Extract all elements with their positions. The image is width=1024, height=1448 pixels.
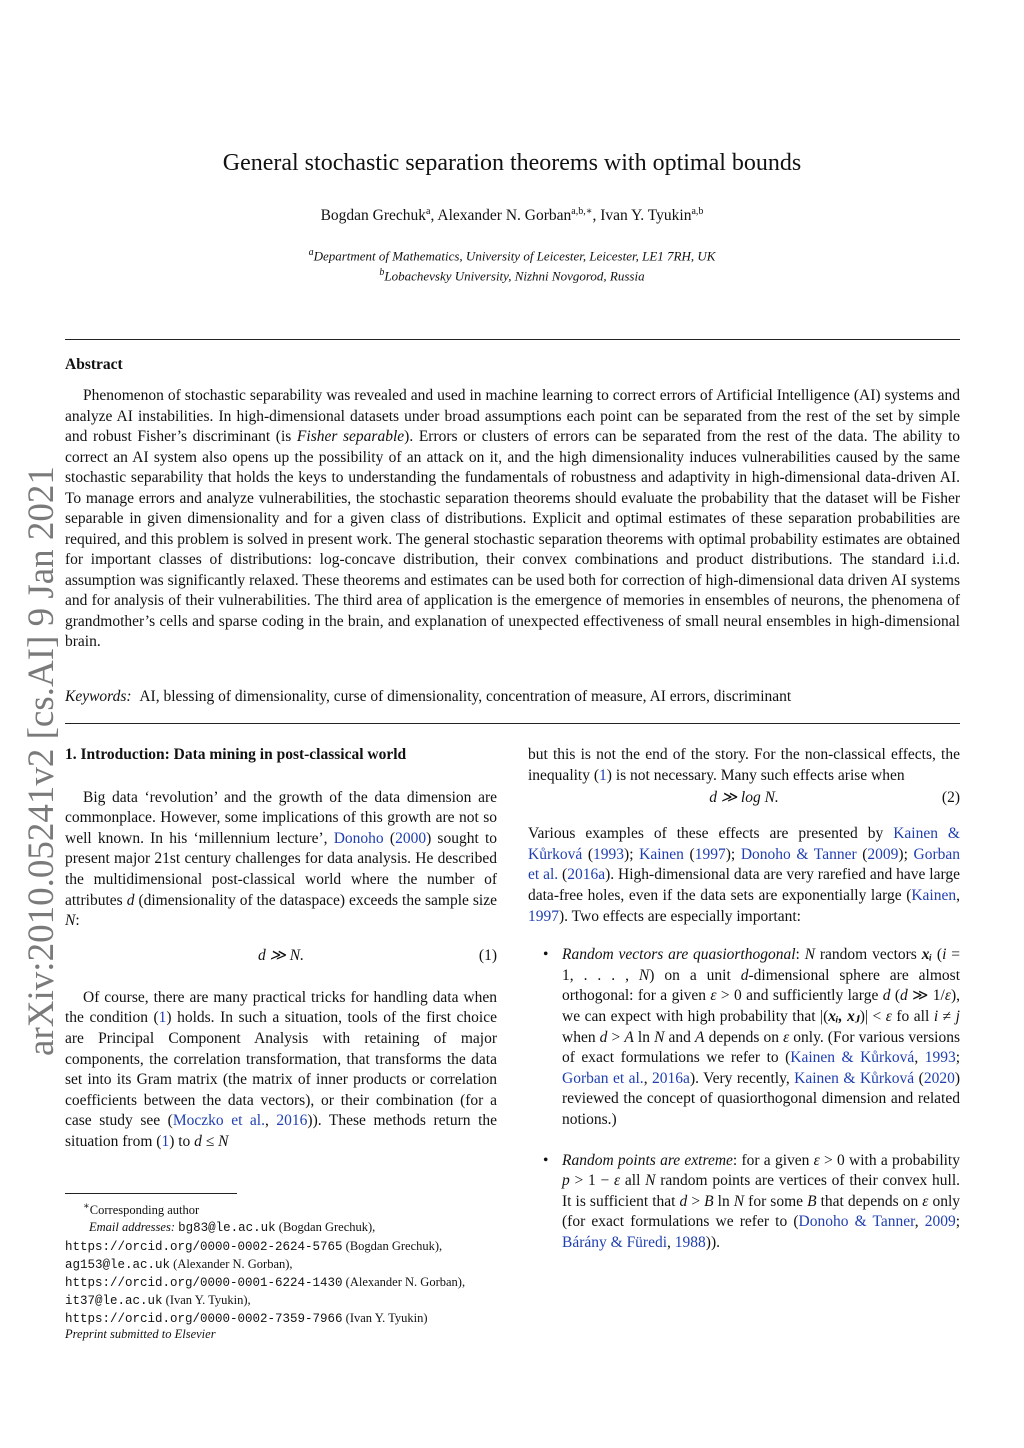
author-affil-mark: a xyxy=(426,206,431,217)
abstract-heading: Abstract xyxy=(65,356,123,373)
preprint-note: Preprint submitted to Elsevier xyxy=(65,1327,216,1341)
footnote-line: https://orcid.org/0000-0002-7359-7966 (Ivan Y. Tyukin) xyxy=(65,1311,428,1327)
citation-link[interactable]: 1993 xyxy=(593,845,625,863)
citation-link[interactable]: 1988 xyxy=(674,1233,706,1251)
keywords-label: Keywords: xyxy=(65,688,132,705)
equation-ref-link[interactable]: 1 xyxy=(599,766,607,784)
author-affil-mark: a,b xyxy=(691,206,704,217)
footnotes xyxy=(65,1198,505,1329)
paragraph: Big data ‘revolution’ and the growth of the data dimension are commonplace. However, some implications of this growth are not so well known. In his ‘millennium lecture’, Donoho (2000) sought to present major 21st century challenges for data analysis. He described the multidimensional post-classical world where the number of attributes d (dimensionality of the dataspace) exceeds the sample size N: xyxy=(65,788,498,930)
section-heading: 1. Introduction: Data mining in post-classical world xyxy=(65,746,407,763)
paragraph: but this is not the end of the story. For the non-classical effects, the inequality (1) is not necessary. Many such effects arise when xyxy=(528,746,960,784)
citation-link[interactable]: 1997 xyxy=(528,907,559,925)
footnote-email: Email addresses: bg83@le.ac.uk (Bogdan Grechuk), xyxy=(89,1220,376,1236)
email-link[interactable]: bg83@le.ac.uk xyxy=(178,1221,276,1236)
top-divider xyxy=(65,339,960,340)
citation-link[interactable]: Kainen xyxy=(911,886,957,904)
citation-link[interactable]: Bárány & Füredi xyxy=(562,1233,668,1251)
footnote-divider xyxy=(65,1193,237,1194)
affiliations xyxy=(0,244,1024,285)
author-name: Alexander N. Gorban xyxy=(437,207,572,225)
orcid-link[interactable]: https://orcid.org/0000-0002-7359-7966 xyxy=(65,1312,343,1327)
affiliation: $^a$Department of Mathematics, University of Leicester, Leicester, LE1 7RH, UK xyxy=(308,247,716,264)
affiliation: $^b$Lobachevsky University, Nizhni Novgorod, Russia xyxy=(379,267,645,284)
paragraph: Of course, there are many practical tricks for handling data when the condition (1) holds. In such a situation, tools of the first choice are Principal Component Analysis with retaining of major components, the correlation transformation, that transforms the data set into its Gram matrix (the matrix of inner products or correlation coefficients between the data vectors), or their combination (for a case study see (Moczko et al., 2016)). These methods return the situation from (1) to d ≤ N xyxy=(65,988,498,1150)
citation-link[interactable]: 2016 xyxy=(276,1112,308,1130)
abstract-body: Phenomenon of stochastic separability was revealed and used in machine learning to correct errors of Artificial Intelligence (AI) systems and analyze AI instabilities. In high-dimensional datasets under broad assumptions each point can be separated from the rest of the set by simple and robust Fisher’s discriminant (is Fisher separable). Errors or clusters of errors can be separated from the rest of the data. The ability to correct an AI system also opens up the possibility of an attack on it, and the high dimensionality induces vulnerabilities caused by the same stochastic separability that holds the keys to understanding the fundamentals of robustness and adaptivity in high-dimensional data-driven AI. To manage errors and analyze vulnerabilities, the stochastic separation theorems should evaluate the probability that the dataset will be Fisher separable in given dimensionality and for a given class of distributions. Explicit and optimal estimates of these separation probabilities are required, and this problem is solved in present work. The general stochastic separation theorems with optimal probability estimates are obtained for important classes of distributions: log-concave distribution, their convex combinations and product distributions. The standard i.i.d. assumption was significantly relaxed. These theorems and estimates can be used both for correction of high-dimensional data driven AI systems and for analysis of their vulnerabilities. The third area of application is the emergence of memories in ensembles of neurons, the phenomena of grandmother’s cells and sparse coding in the brain, and explanation of unexpected effectiveness of small neural ensembles in high-dimensional brain. xyxy=(65,387,961,650)
footnote-line: https://orcid.org/0000-0001-6224-1430 (Alexander N. Gorban), xyxy=(65,1274,466,1290)
citation-link[interactable]: Gorban et al. xyxy=(562,1069,644,1087)
citation-link[interactable]: Kainen & Kůrková xyxy=(794,1069,915,1087)
equation-number: (2) xyxy=(941,789,960,807)
citation-link[interactable]: Kainen & Kůrková xyxy=(528,825,960,863)
equation-number: (1) xyxy=(478,946,497,964)
citation-link[interactable]: 2016a xyxy=(567,866,606,884)
keywords xyxy=(65,688,960,706)
footnote-line: https://orcid.org/0000-0002-2624-5765 (Bogdan Grechuk), xyxy=(65,1238,443,1254)
footnote-line: it37@le.ac.uk (Ivan Y. Tyukin), xyxy=(65,1293,251,1309)
author-list: Bogdan Grechuk$^a$, Alexander N. Gorban$^{a,b,∗}$, Ivan Y. Tyukin$^{a,b}$ xyxy=(320,206,704,225)
paper-title: General stochastic separation theorems with optimal bounds xyxy=(222,150,802,176)
orcid-link[interactable]: https://orcid.org/0000-0001-6224-1430 xyxy=(65,1275,343,1290)
right-column xyxy=(528,745,960,1273)
equation-ref-link[interactable]: 1 xyxy=(161,1132,170,1150)
citation-link[interactable]: Donoho xyxy=(333,829,384,847)
citation-link[interactable]: 2000 xyxy=(395,829,427,847)
arxiv-identifier-stamp: arXiv:2010.05241v2 [cs.AI] 9 Jan 2021 xyxy=(21,466,62,1056)
orcid-link[interactable]: https://orcid.org/0000-0002-2624-5765 xyxy=(65,1239,343,1254)
citation-link[interactable]: 1993 xyxy=(924,1049,956,1067)
equation-2 xyxy=(528,788,960,810)
footnote-line: ag153@le.ac.uk (Alexander N. Gorban), xyxy=(65,1256,293,1272)
citation-link[interactable]: 2016a xyxy=(652,1069,690,1087)
citation-link[interactable]: 2009 xyxy=(924,1213,956,1231)
bottom-divider xyxy=(65,723,960,724)
citation-link[interactable]: Donoho & Tanner xyxy=(798,1213,915,1231)
citation-link[interactable]: Gorban et al. xyxy=(528,845,961,884)
author-name: Ivan Y. Tyukin xyxy=(600,207,692,225)
equation-content: d ≫ log N. xyxy=(709,789,779,807)
author-name: Bogdan Grechuk xyxy=(320,207,427,225)
list-item: • Random points are extreme: for a given ε > 0 with a probability p > 1 − ε all N random points are vertices of their convex hull. It is sufficient that d > B ln N for some B that depends on ε only (for exact formulations we refer to (Donoho & Tanner, 2009; Bárány & Füredi, 1988)). xyxy=(562,1151,960,1254)
left-column xyxy=(65,745,497,1153)
equation-ref-link[interactable]: 1 xyxy=(158,1009,167,1027)
equation-content: d ≫ N. xyxy=(258,946,304,964)
author-affil-mark: a,b,∗ xyxy=(571,206,593,217)
paragraph: Various examples of these effects are presented by Kainen & Kůrková (1993); Kainen (1997); Donoho & Tanner (2009); Gorban et al. (2016a). High-dimensional data are very rarefied and have large data-free holes, even if the data sets are exponentially large (Kainen, 1997). Two effects are especially important: xyxy=(528,825,961,925)
keywords-text: AI, blessing of dimensionality, curse of dimensionality, concentration of measure, AI errors, discriminant xyxy=(139,688,792,705)
footnote-corresponding: ∗Corresponding author xyxy=(83,1201,200,1218)
citation-link[interactable]: Donoho & Tanner xyxy=(740,845,857,863)
email-link[interactable]: ag153@le.ac.uk xyxy=(65,1257,171,1272)
citation-link[interactable]: 1997 xyxy=(694,845,726,863)
citation-link[interactable]: Kainen xyxy=(639,845,684,863)
list-item: • Random vectors are quasiorthogonal: N random vectors xᵢ (i = 1, . . . , N) on a unit d-dimensional sphere are almost orthogonal: for a given ε > 0 and sufficiently large d (d ≫ 1/ε), we can expect with high probability that |(xᵢ, xⱼ)| < ε fo all i ≠ j when d > A ln N and A depends on ε only. (For various versions of exact formulations we refer to (Kainen & Kůrková, 1993; Gorban et al., 2016a). Very recently, Kainen & Kůrková (2020) reviewed the concept of quasiorthogonal dimension and related notions.) xyxy=(562,945,960,1130)
bullet-list xyxy=(528,945,960,1253)
citation-link[interactable]: Moczko et al. xyxy=(172,1112,265,1130)
citation-link[interactable]: Kainen & Kůrková xyxy=(790,1049,915,1067)
citation-link[interactable]: 2009 xyxy=(867,845,899,863)
citation-link[interactable]: 2020 xyxy=(923,1069,955,1087)
email-link[interactable]: it37@le.ac.uk xyxy=(65,1294,163,1309)
equation-1 xyxy=(65,946,497,968)
